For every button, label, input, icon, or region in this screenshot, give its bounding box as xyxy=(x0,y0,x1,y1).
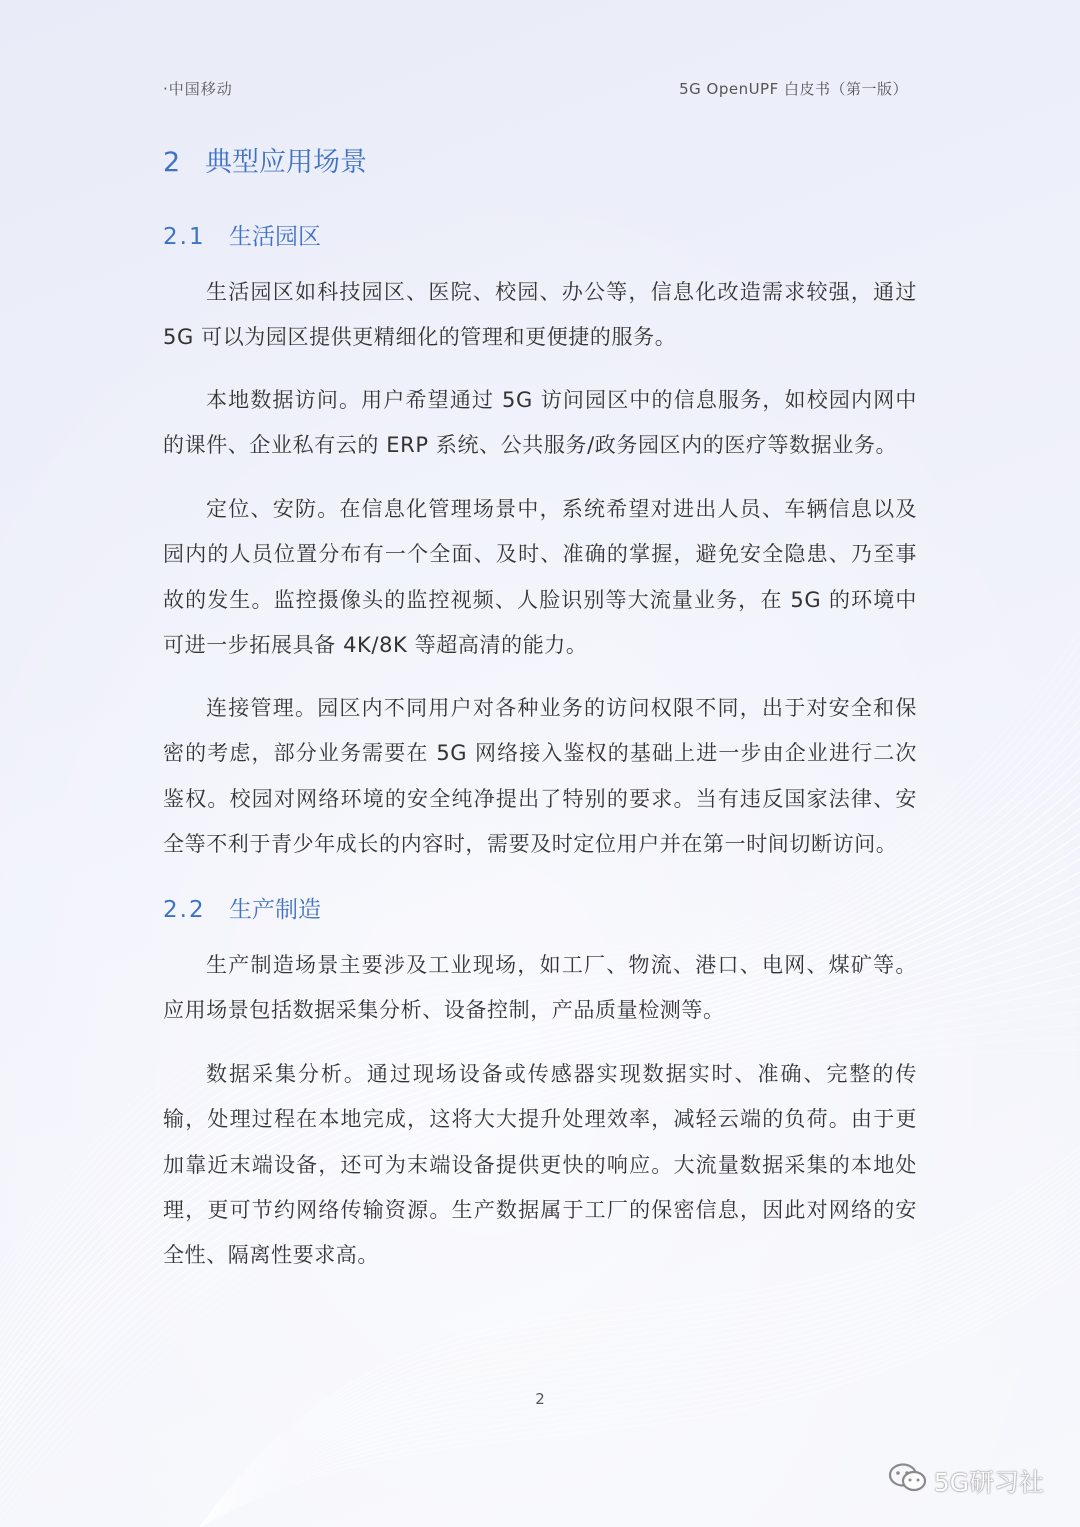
section-title: 生活园区 xyxy=(229,224,321,250)
body-paragraph: 定位、安防。在信息化管理场景中，系统希望对进出人员、车辆信息以及园内的人员位置分布有一个全面、及时、准确的掌握，避免安全隐患、乃至事故的发生。监控摄像头的监控视频、人脸识别等大流量业务，在 5G 的环境中可进一步拓展具备 4K/8K 等超高清的能力。 xyxy=(163,497,917,657)
header-org: ·中国移动 xyxy=(163,80,233,98)
section-title: 生产制造 xyxy=(229,897,321,923)
header-doc-title: 5G OpenUPF 白皮书（第一版） xyxy=(679,80,908,98)
body-paragraph: 本地数据访问。用户希望通过 5G 访问园区中的信息服务，如校园内网中的课件、企业私有云的 ERP 系统、公共服务/政务园区内的医疗等数据业务。 xyxy=(163,388,917,458)
section-heading xyxy=(163,218,321,251)
body-paragraph: 生活园区如科技园区、医院、校园、办公等，信息化改造需求较强，通过5G 可以为园区提供更精细化的管理和更便捷的服务。 xyxy=(163,280,917,350)
watermark xyxy=(888,1462,1044,1500)
section-number: 2.2 xyxy=(163,897,206,923)
chapter-title: 典型应用场景 xyxy=(205,147,367,178)
section-number: 2.1 xyxy=(163,224,206,250)
body-paragraph: 生产制造场景主要涉及工业现场，如工厂、物流、港口、电网、煤矿等。应用场景包括数据采集分析、设备控制，产品质量检测等。 xyxy=(163,953,917,1023)
chapter-heading xyxy=(163,140,367,179)
page-number: 2 xyxy=(535,1390,545,1408)
body-paragraph: 连接管理。园区内不同用户对各种业务的访问权限不同，出于对安全和保密的考虑，部分业务需要在 5G 网络接入鉴权的基础上进一步由企业进行二次鉴权。校园对网络环境的安全纯净提出了特别的要求。当有违反国家法律、安全等不利于青少年成长的内容时，需要及时定位用户并在第一时间切断访问。 xyxy=(163,696,917,856)
chapter-number: 2 xyxy=(163,147,181,178)
watermark-text: 5G研习社 xyxy=(933,1468,1044,1497)
section-heading xyxy=(163,891,321,924)
wechat-icon xyxy=(888,1462,928,1500)
body-paragraph: 数据采集分析。通过现场设备或传感器实现数据实时、准确、完整的传输，处理过程在本地完成，这将大大提升处理效率，减轻云端的负荷。由于更加靠近末端设备，还可为末端设备提供更快的响应。大流量数据采集的本地处理，更可节约网络传输资源。生产数据属于工厂的保密信息，因此对网络的安全性、隔离性要求高。 xyxy=(163,1062,917,1268)
